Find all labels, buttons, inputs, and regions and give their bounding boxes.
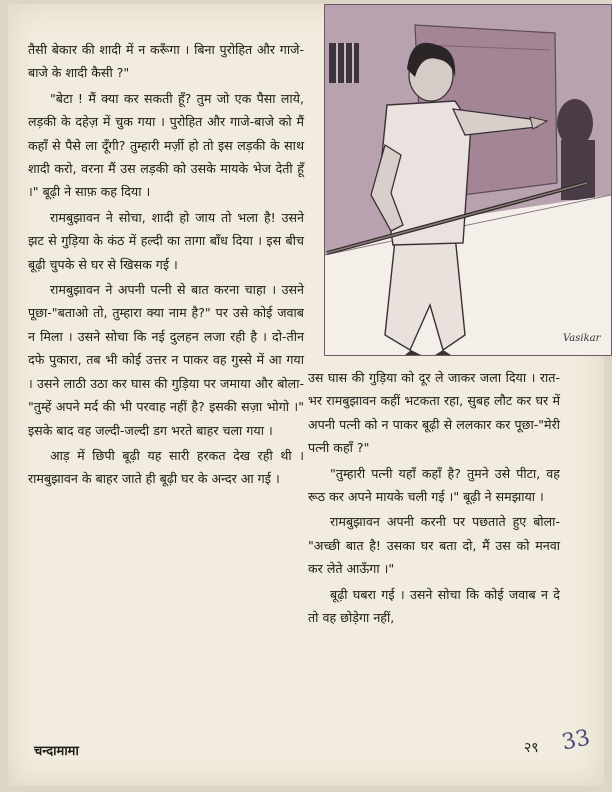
paragraph: आड़ में छिपी बूढ़ी यह सारी हरकत देख रही थी । रामबुझावन के बाहर जाते ही बूढ़ी घर के अन्दर आ गई । [28, 447, 304, 487]
paragraph: "तुम्हारी पत्नी यहाँ कहाँ है? तुमने उसे पीटा, वह रूठ कर अपने मायके चली गई ।" बूढ़ी ने समझाया । [308, 465, 560, 505]
paragraph: रामबुझावन ने सोचा, शादी हो जाय तो भला है! उसने झट से गुड़िया के कंठ में हल्दी का तागा बाँध दिया । इस बीच बूढ़ी चुपके से घर से खिसक गई । [28, 209, 304, 272]
magazine-name: चन्दामामा [34, 744, 79, 759]
paragraph: "बेटा ! मैं क्या कर सकती हूँ? तुम जो एक पैसा लाये, लड़की के दहेज़ में चुक गया । पुरोहित और गाजे-बाजे को मैं कहाँ से पैसे ला दूँगी? तुम्हारी मर्ज़ी हो तो इस लड़की के साथ शादी करो, वरना मैं उस लड़की को उसके मायके भेज देती हूँ ।" बूढ़ी ने साफ़ कह दिया । [28, 90, 304, 200]
story-illustration [324, 4, 612, 356]
handwritten-page-number: 33 [559, 725, 593, 756]
left-text-column [28, 38, 304, 493]
paragraph: बूढ़ी घबरा गई । उसने सोचा कि कोई जवाब न दे तो वह छोड़ेगा नहीं, [308, 586, 560, 626]
artist-signature: Vasikar [563, 333, 601, 344]
paragraph: रामबुझावन ने अपनी पत्नी से बात करना चाहा । उसने पूछा-"बताओ तो, तुम्हारा क्या नाम है?" पर उसे कोई जवाब न मिला । उसने सोचा कि नई दुलहन लजा रही है । दो-तीन दफे पुकारा, तब भी कोई उत्तर न पाकर वह गुस्से में आ गया । उसने लाठी उठा कर घास की गुड़िया पर जमाया और बोला-"तुम्हें अपने मर्द की भी परवाह नहीं है? इसकी सज़ा भोगो ।" इसके बाद वह जल्दी-जल्दी डग भरते बाहर चला गया । [28, 282, 304, 438]
paragraph: तैसी बेकार की शादी में न करूँगा । बिना पुरोहित और गाजे-बाजे के शादी कैसी ?" [28, 42, 304, 81]
right-text-column [308, 366, 560, 631]
man-with-stick-illustration [325, 5, 611, 355]
paragraph: रामबुझावन अपनी करनी पर पछताते हुए बोला-"अच्छी बात है! उसका घर बता दो, मैं उस को मनवा कर लेते आऊँगा ।" [308, 514, 560, 577]
page-number: २९ [524, 740, 539, 756]
paragraph: उस घास की गुड़िया को दूर ले जाकर जला दिया । रात-भर रामबुझावन कहीं भटकता रहा, सुबह लौट कर घर में अपनी पत्नी को न पाकर बूढ़ी से ललकार कर पूछा-"मेरी पत्नी कहाँ ?" [308, 370, 560, 456]
